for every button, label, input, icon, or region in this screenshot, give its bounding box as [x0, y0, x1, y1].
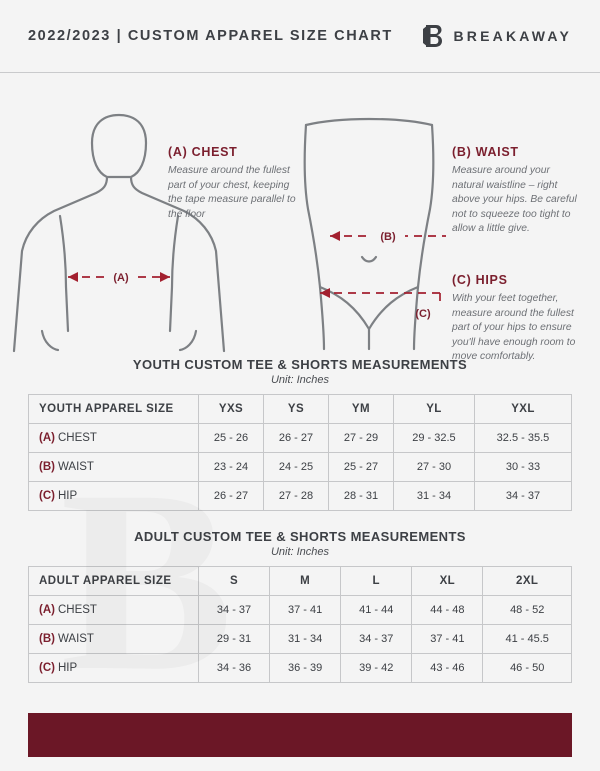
- youth-col-4: YXL: [474, 395, 571, 424]
- youth-row-name-chest: CHEST: [57, 432, 97, 444]
- adult-row-tag-hip: (C): [39, 662, 55, 674]
- adult-col-2: L: [341, 567, 412, 596]
- youth-row-header: YOUTH APPAREL SIZE: [29, 395, 199, 424]
- adult-row-tag-waist: (B): [39, 633, 55, 645]
- waist-marker-label: (B): [380, 231, 396, 243]
- callout-chest-body: Measure around the fullest part of your chest, keeping the tape measure parallel to the floor: [168, 165, 296, 220]
- youth-row-label-waist: [29, 453, 199, 482]
- youth-row-tag-chest: (A): [39, 432, 55, 444]
- adult-chest-m: 37 - 41: [270, 596, 341, 625]
- youth-row-tag-waist: (B): [39, 461, 55, 473]
- table-header-row: [29, 567, 572, 596]
- adult-waist-xl: 37 - 41: [412, 625, 483, 654]
- adult-col-1: M: [270, 567, 341, 596]
- adult-table-unit: Unit: Inches: [270, 546, 330, 558]
- callout-hips: [452, 273, 580, 365]
- callout-chest-tag: (A): [168, 145, 188, 159]
- callout-waist-body: Measure around your natural waistline – right above your hips. Be careful not to squeeze too tight to allow a little give.: [452, 165, 577, 235]
- adult-waist-m: 31 - 34: [270, 625, 341, 654]
- callout-waist: [452, 145, 580, 237]
- breakaway-b-logo-icon: [423, 23, 443, 49]
- adult-size-table: [28, 566, 572, 683]
- hips-waist-outline-icon: [305, 119, 434, 349]
- callout-chest-title: CHEST: [191, 145, 238, 159]
- adult-chest-2xl: 48 - 52: [483, 596, 572, 625]
- adult-row-name-waist: WAIST: [57, 633, 94, 645]
- youth-section: [0, 357, 600, 511]
- youth-chest-yxs: 25 - 26: [199, 424, 264, 453]
- adult-row-name-hip: HIP: [57, 662, 78, 674]
- youth-chest-ym: 27 - 29: [328, 424, 393, 453]
- adult-row-label-waist: [29, 625, 199, 654]
- measurement-diagram: [0, 73, 600, 363]
- callout-hips-tag: (C): [452, 273, 472, 287]
- callout-hips-body: With your feet together, measure around the fullest part of your hips to ensure you'll have enough room to move comfortably.: [452, 293, 576, 363]
- youth-row-tag-hip: (C): [39, 490, 55, 502]
- youth-chest-yl: 29 - 32.5: [393, 424, 474, 453]
- waist-measure-arrows: [330, 231, 340, 241]
- adult-chest-l: 41 - 44: [341, 596, 412, 625]
- adult-hip-xl: 43 - 46: [412, 654, 483, 683]
- youth-waist-ys: 24 - 25: [263, 453, 328, 482]
- youth-row-label-hip: [29, 482, 199, 511]
- table-header-row: [29, 395, 572, 424]
- adult-row-label-chest: [29, 596, 199, 625]
- adult-table-title: ADULT CUSTOM TEE & SHORTS MEASUREMENTS: [134, 529, 466, 544]
- adult-chest-s: 34 - 37: [199, 596, 270, 625]
- youth-chest-yxl: 32.5 - 35.5: [474, 424, 571, 453]
- adult-section: [0, 529, 600, 683]
- adult-hip-s: 34 - 36: [199, 654, 270, 683]
- youth-waist-yxl: 30 - 33: [474, 453, 571, 482]
- adult-col-4: 2XL: [483, 567, 572, 596]
- youth-chest-ys: 26 - 27: [263, 424, 328, 453]
- adult-col-0: S: [199, 567, 270, 596]
- footer-bar: [28, 713, 572, 757]
- youth-row-label-chest: [29, 424, 199, 453]
- youth-hip-yxl: 34 - 37: [474, 482, 571, 511]
- youth-hip-yl: 31 - 34: [393, 482, 474, 511]
- hips-marker-label: (C): [415, 308, 431, 320]
- youth-size-table: [28, 394, 572, 511]
- adult-row-tag-chest: (A): [39, 604, 55, 616]
- youth-col-2: YM: [328, 395, 393, 424]
- youth-waist-yl: 27 - 30: [393, 453, 474, 482]
- page-title: 2022/2023 | CUSTOM APPAREL SIZE CHART: [28, 28, 393, 44]
- youth-row-name-waist: WAIST: [57, 461, 94, 473]
- youth-table-title: YOUTH CUSTOM TEE & SHORTS MEASUREMENTS: [132, 357, 468, 372]
- table-row: [29, 453, 572, 482]
- adult-col-3: XL: [412, 567, 483, 596]
- table-row: [29, 424, 572, 453]
- youth-col-3: YL: [393, 395, 474, 424]
- brand-lockup: [423, 23, 572, 49]
- adult-waist-s: 29 - 31: [199, 625, 270, 654]
- youth-waist-ym: 25 - 27: [328, 453, 393, 482]
- adult-hip-2xl: 46 - 50: [483, 654, 572, 683]
- chest-marker-label: (A): [113, 272, 129, 284]
- callout-waist-title: WAIST: [475, 145, 519, 159]
- youth-col-0: YXS: [199, 395, 264, 424]
- callout-waist-heading: [452, 145, 580, 159]
- adult-hip-m: 36 - 39: [270, 654, 341, 683]
- callout-hips-heading: [452, 273, 580, 287]
- page-header: [0, 0, 600, 72]
- youth-row-name-hip: HIP: [57, 490, 78, 502]
- table-row: [29, 482, 572, 511]
- youth-hip-yxs: 26 - 27: [199, 482, 264, 511]
- table-row: [29, 596, 572, 625]
- brand-name: BREAKAWAY: [453, 28, 572, 44]
- adult-waist-2xl: 41 - 45.5: [483, 625, 572, 654]
- table-row: [29, 654, 572, 683]
- adult-row-name-chest: CHEST: [57, 604, 97, 616]
- callout-chest: [168, 145, 296, 222]
- callout-hips-title: HIPS: [475, 273, 508, 287]
- table-row: [29, 625, 572, 654]
- youth-table-unit: Unit: Inches: [270, 374, 330, 386]
- adult-chest-xl: 44 - 48: [412, 596, 483, 625]
- youth-hip-ys: 27 - 28: [263, 482, 328, 511]
- adult-hip-l: 39 - 42: [341, 654, 412, 683]
- youth-waist-yxs: 23 - 24: [199, 453, 264, 482]
- callout-chest-heading: [168, 145, 296, 159]
- adult-row-header: ADULT APPAREL SIZE: [29, 567, 199, 596]
- adult-waist-l: 34 - 37: [341, 625, 412, 654]
- youth-hip-ym: 28 - 31: [328, 482, 393, 511]
- callout-waist-tag: (B): [452, 145, 472, 159]
- adult-row-label-hip: [29, 654, 199, 683]
- youth-col-1: YS: [263, 395, 328, 424]
